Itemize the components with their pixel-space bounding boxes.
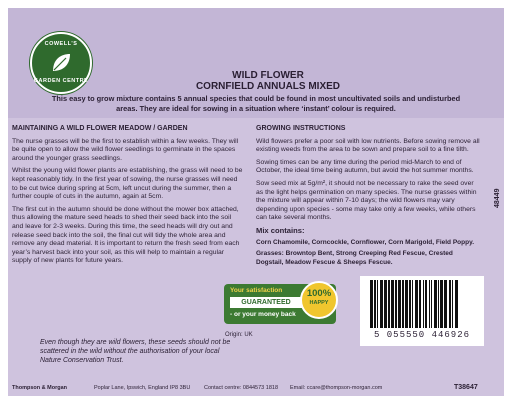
barcode xyxy=(360,276,484,346)
growing-paragraph-3: Sow seed mix at 5g/m², it should not be necessary to rake the seed over as the light helps germination on many species. The nurse grasses within the mixture will appear within 7-10 days; the wild flowers may vary depending upon species - some may take only a few weeks, while others can take several months. xyxy=(256,179,477,222)
barcode-bar xyxy=(370,280,373,328)
mix-grasses: Grasses: Browntop Bent, Strong Creeping Red Fescue, Crested Dogstail, Meadow Fescue & Sheeps Fescue. xyxy=(256,250,453,266)
badge-percent: 100% xyxy=(306,288,332,299)
barcode-bar xyxy=(398,280,401,328)
happy-badge xyxy=(300,281,338,319)
guarantee-line-1: Your satisfaction xyxy=(230,287,283,294)
growing-paragraph-2: Sowing times can be any time during the period mid-March to end of October, the ideal time being autumn, but avoid the hot summer months. xyxy=(256,158,474,175)
barcode-bar xyxy=(377,280,378,328)
title-line-1: WILD FLOWER xyxy=(232,70,304,81)
maintenance-paragraph-1: The nurse grasses will be the first to establish within a few weeks. They will be quite open to allow the wild flower seedlings to germinate in the spaces around the younger grass seedlings. xyxy=(12,137,239,162)
side-code: 48449 xyxy=(494,188,501,208)
growing-paragraph-1: Wild flowers prefer a poor soil with low nutrients. Before sowing remove all existing weeds from the area to be sown and prepare soil to a fine tilth. xyxy=(256,137,480,154)
barcode-bar xyxy=(429,280,430,328)
barcode-bar xyxy=(384,280,387,328)
mix-title: Mix contains: xyxy=(256,225,305,235)
badge-word: HAPPY xyxy=(309,300,329,306)
barcode-bar xyxy=(412,280,413,328)
guarantee-line-2: GUARANTEED xyxy=(230,297,302,308)
barcode-bar xyxy=(434,280,437,328)
logo-bottom-text: GARDEN CENTRE xyxy=(33,78,89,84)
barcode-bar xyxy=(438,280,439,328)
barcode-bar xyxy=(455,280,458,328)
barcode-bar xyxy=(423,280,424,328)
growing-column xyxy=(256,125,482,270)
product-title xyxy=(138,70,398,92)
barcode-bar xyxy=(380,280,383,328)
barcode-bar xyxy=(402,280,404,328)
barcode-bar xyxy=(391,280,394,328)
barcode-bar xyxy=(444,280,447,328)
leaf-icon xyxy=(49,51,73,75)
maintenance-heading: MAINTAINING A WILD FLOWER MEADOW / GARDEN xyxy=(12,125,188,132)
barcode-bar xyxy=(405,280,408,328)
logo-top-text: COWELL'S xyxy=(44,41,78,47)
barcode-bar xyxy=(419,280,421,328)
barcode-bar xyxy=(388,280,390,328)
barcode-bar xyxy=(415,280,418,328)
mix-flowers: Corn Chamomile, Corncockle, Cornflower, Corn Marigold, Field Poppy. xyxy=(256,238,475,246)
barcode-bar xyxy=(431,280,432,328)
guarantee-line-3: - or your money back xyxy=(230,311,296,318)
barcode-number: 5 055550 446926 xyxy=(373,330,470,340)
garden-centre-logo xyxy=(30,32,92,94)
maintenance-paragraph-2: Whilst the young wild flower plants are establishing, the grass will need to be kept reasonably tidy. In the first year of sowing, the nurse grasses will need to be cut twice during spring at 5cm, left uncut during the summer, then a further couple of cuts in the autumn, again at 5cm. xyxy=(12,167,243,201)
brand-name: Thompson & Morgan xyxy=(12,385,67,391)
address: Poplar Lane, Ipswich, England IP8 3BU xyxy=(94,385,191,391)
title-line-2: CORNFIELD ANNUALS MIXED xyxy=(195,81,341,92)
barcode-bar xyxy=(409,280,411,328)
footer xyxy=(8,382,504,396)
barcode-bars xyxy=(368,280,476,328)
barcode-bar xyxy=(440,280,443,328)
maintenance-paragraph-3: The first cut in the autumn should be done without the mower box attached, thus allowing the mature seed heads to shed their seed back into the soil and leave for 2-3 weeks. During this time, the seed heads will dry out and release seed back into the soil, the final cut will tidy the whole area and remove any dead material. It is important to return the fresh seed from each year’s harvest back into your soil, as this will help to maintain a regular supply of new plants for future years. xyxy=(12,205,240,265)
email-address: Email: ccare@thompson-morgan.com xyxy=(290,385,383,391)
growing-heading: GROWING INSTRUCTIONS xyxy=(256,125,346,132)
barcode-bar xyxy=(449,280,451,328)
barcode-bar xyxy=(452,280,453,328)
barcode-bar xyxy=(374,280,376,328)
product-code: T38647 xyxy=(454,384,478,391)
intro-text: This easy to grow mixture contains 5 annual species that could be found in most uncultivated soils and undisturbed areas. They are ideal for sowing in a situation where ‘instant’ colour is required. xyxy=(51,94,461,113)
seed-packet-back xyxy=(8,8,504,396)
barcode-bar xyxy=(395,280,397,328)
barcode-bar xyxy=(425,280,427,328)
origin-label: Origin: UK xyxy=(225,332,253,338)
contact-number: Contact centre: 0844573 1818 xyxy=(204,385,279,391)
conservation-note: Even though they are wild flowers, these seeds should not be scattered in the wild without the authorisation of your local Nature Conservation Trust. xyxy=(40,339,231,364)
maintenance-column xyxy=(12,125,244,270)
